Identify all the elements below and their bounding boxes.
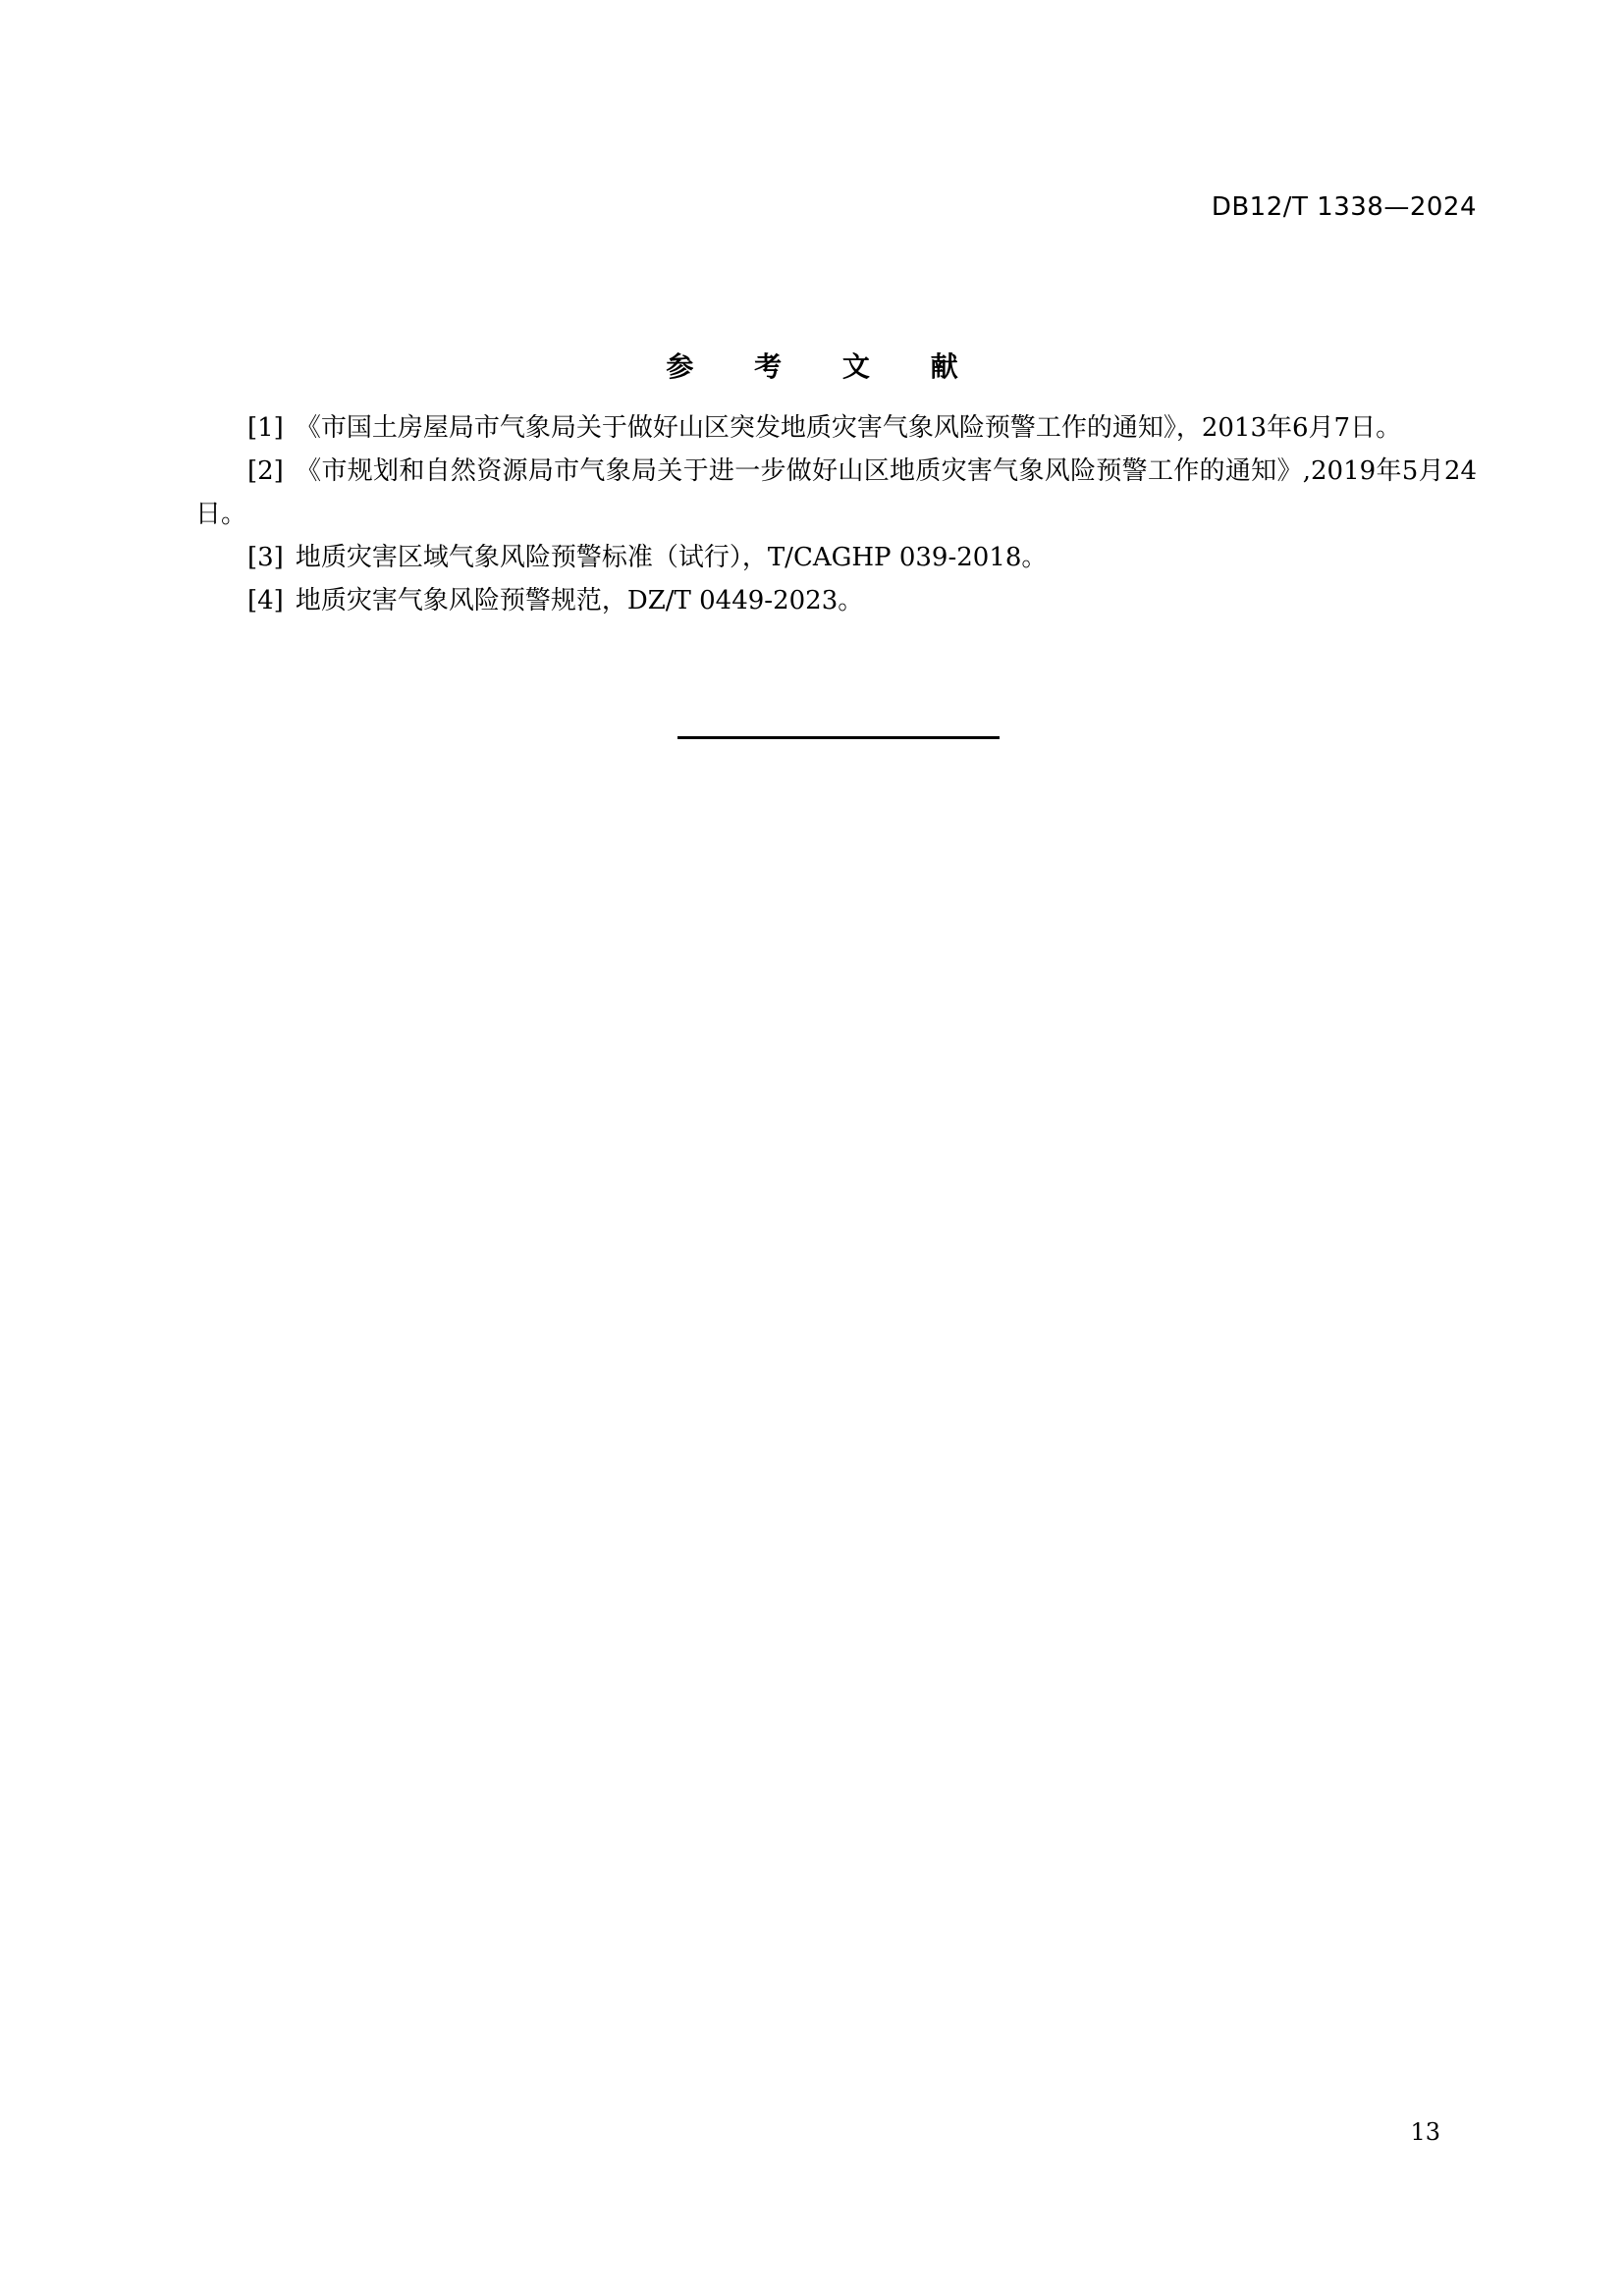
reference-number: [1]	[247, 413, 284, 443]
reference-number: [2]	[247, 456, 284, 486]
standard-code: DB12/T 1338—2024	[1211, 192, 1477, 222]
section-title: 参 考 文 献	[666, 350, 984, 383]
reference-item	[195, 579, 1477, 622]
reference-item	[195, 450, 1477, 536]
reference-text: 《市国土房屋局市气象局关于做好山区突发地质灾害气象风险预警工作的通知》，2013年6月7日。	[295, 413, 1402, 443]
page-number: 13	[1410, 2118, 1440, 2146]
end-divider	[677, 736, 1000, 739]
reference-text: 地质灾害气象风险预警规范，DZ/T 0449-2023。	[295, 586, 864, 615]
reference-text: 《市规划和自然资源局市气象局关于进一步做好山区地质灾害气象风险预警工作的通知》,2019年5月24日。	[195, 456, 1477, 529]
reference-item	[195, 406, 1477, 450]
reference-text: 地质灾害区域气象风险预警标准（试行），T/CAGHP 039-2018。	[295, 543, 1048, 572]
reference-number: [3]	[247, 543, 284, 572]
reference-list	[195, 406, 1477, 622]
reference-number: [4]	[247, 586, 284, 615]
reference-item	[195, 536, 1477, 579]
